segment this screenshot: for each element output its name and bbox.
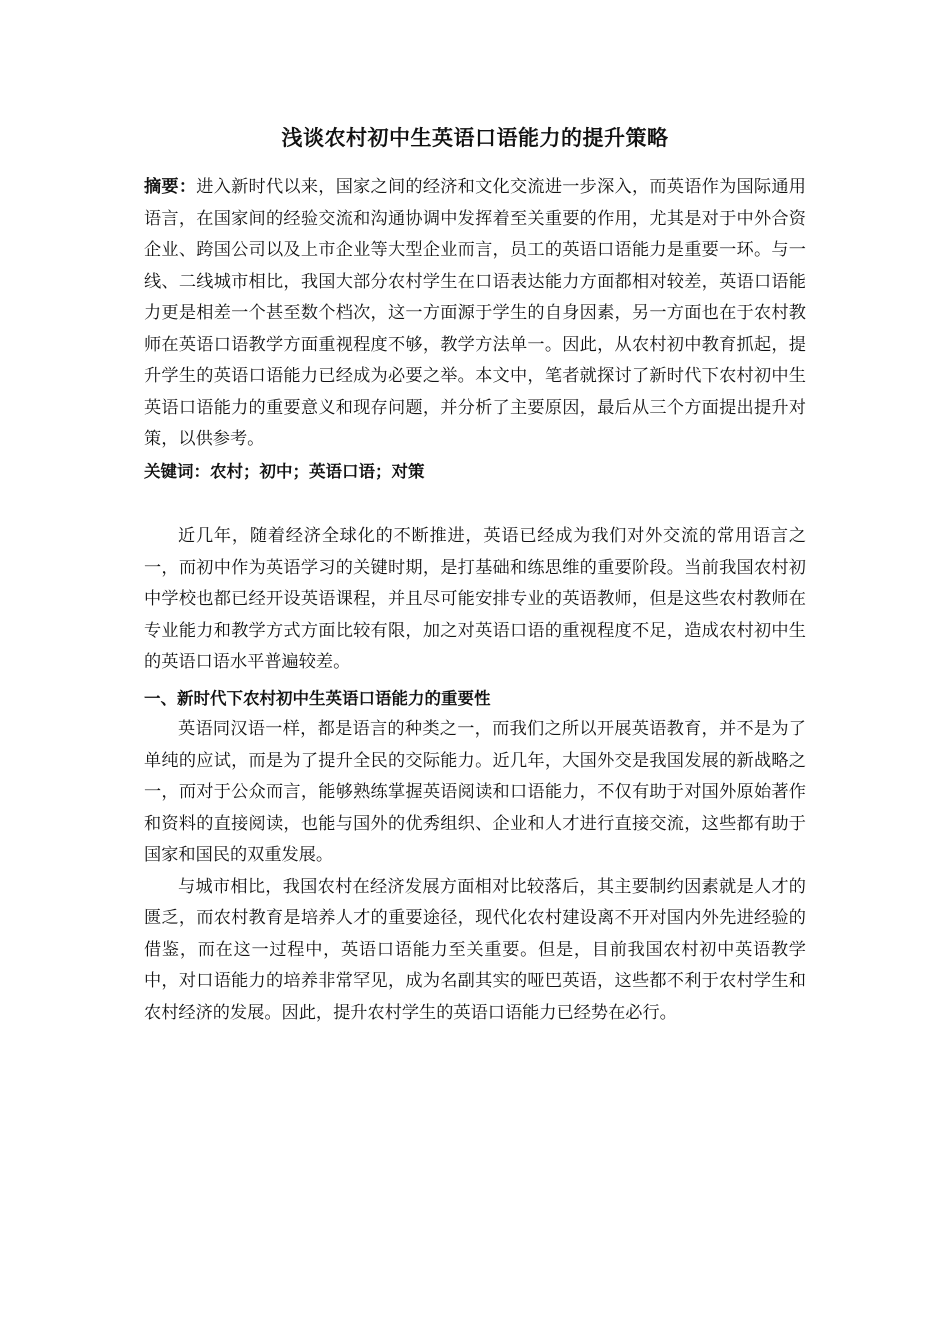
abstract-text: 进入新时代以来，国家之间的经济和文化交流进一步深入，而英语作为国际通用语言，在国家间的经验交流和沟通协调中发挥着至关重要的作用，尤其是对于中外合资企业、跨国公司以及上市企业等大型企业而言，员工的英语口语能力是重要一环。与一线、二线城市相比，我国大部分农村学生在口语表达能力方面都相对较差，英语口语能力更是相差一个甚至数个档次，这一方面源于学生的自身因素，另一方面也在于农村教师在英语口语教学方面重视程度不够，教学方法单一。因此，从农村初中教育抓起，提升学生的英语口语能力已经成为必要之举。本文中，笔者就探讨了新时代下农村初中生英语口语能力的重要意义和现存问题，并分析了主要原因，最后从三个方面提出提升对策，以供参考。 bbox=[144, 177, 806, 449]
document-title: 浅谈农村初中生英语口语能力的提升策略 bbox=[281, 126, 669, 150]
abstract bbox=[144, 172, 806, 456]
document-page bbox=[144, 118, 806, 1029]
keywords: 关键词：农村；初中；英语口语；对策 bbox=[144, 461, 425, 481]
body-paragraph: 英语同汉语一样，都是语言的种类之一，而我们之所以开展英语教育，并不是为了单纯的应试，而是为了提升全民的交际能力。近几年，大国外交是我国发展的新战略之一，而对于公众而言，能够熟练掌握英语阅读和口语能力，不仅有助于对国外原始著作和资料的直接阅读，也能与国外的优秀组织、企业和人才进行直接交流，这些都有助于国家和国民的双重发展。 bbox=[144, 719, 806, 865]
intro-paragraph: 近几年，随着经济全球化的不断推进，英语已经成为我们对外交流的常用语言之一，而初中作为英语学习的关键时期，是打基础和练思维的重要阶段。当前我国农村初中学校也都已经开设英语课程，并且尽可能安排专业的英语教师，但是这些农村教师在专业能力和教学方式方面比较有限，加之对英语口语的重视程度不足，造成农村初中生的英语口语水平普遍较差。 bbox=[144, 526, 806, 672]
section-heading: 一、新时代下农村初中生英语口语能力的重要性 bbox=[144, 688, 491, 708]
body-paragraph: 与城市相比，我国农村在经济发展方面相对比较落后，其主要制约因素就是人才的匮乏，而农村教育是培养人才的重要途径，现代化农村建设离不开对国内外先进经验的借鉴，而在这一过程中，英语口语能力至关重要。但是，目前我国农村初中英语教学中，对口语能力的培养非常罕见，成为名副其实的哑巴英语，这些都不利于农村学生和农村经济的发展。因此，提升农村学生的英语口语能力已经势在必行。 bbox=[144, 876, 806, 1023]
abstract-label: 摘要： bbox=[144, 177, 197, 197]
